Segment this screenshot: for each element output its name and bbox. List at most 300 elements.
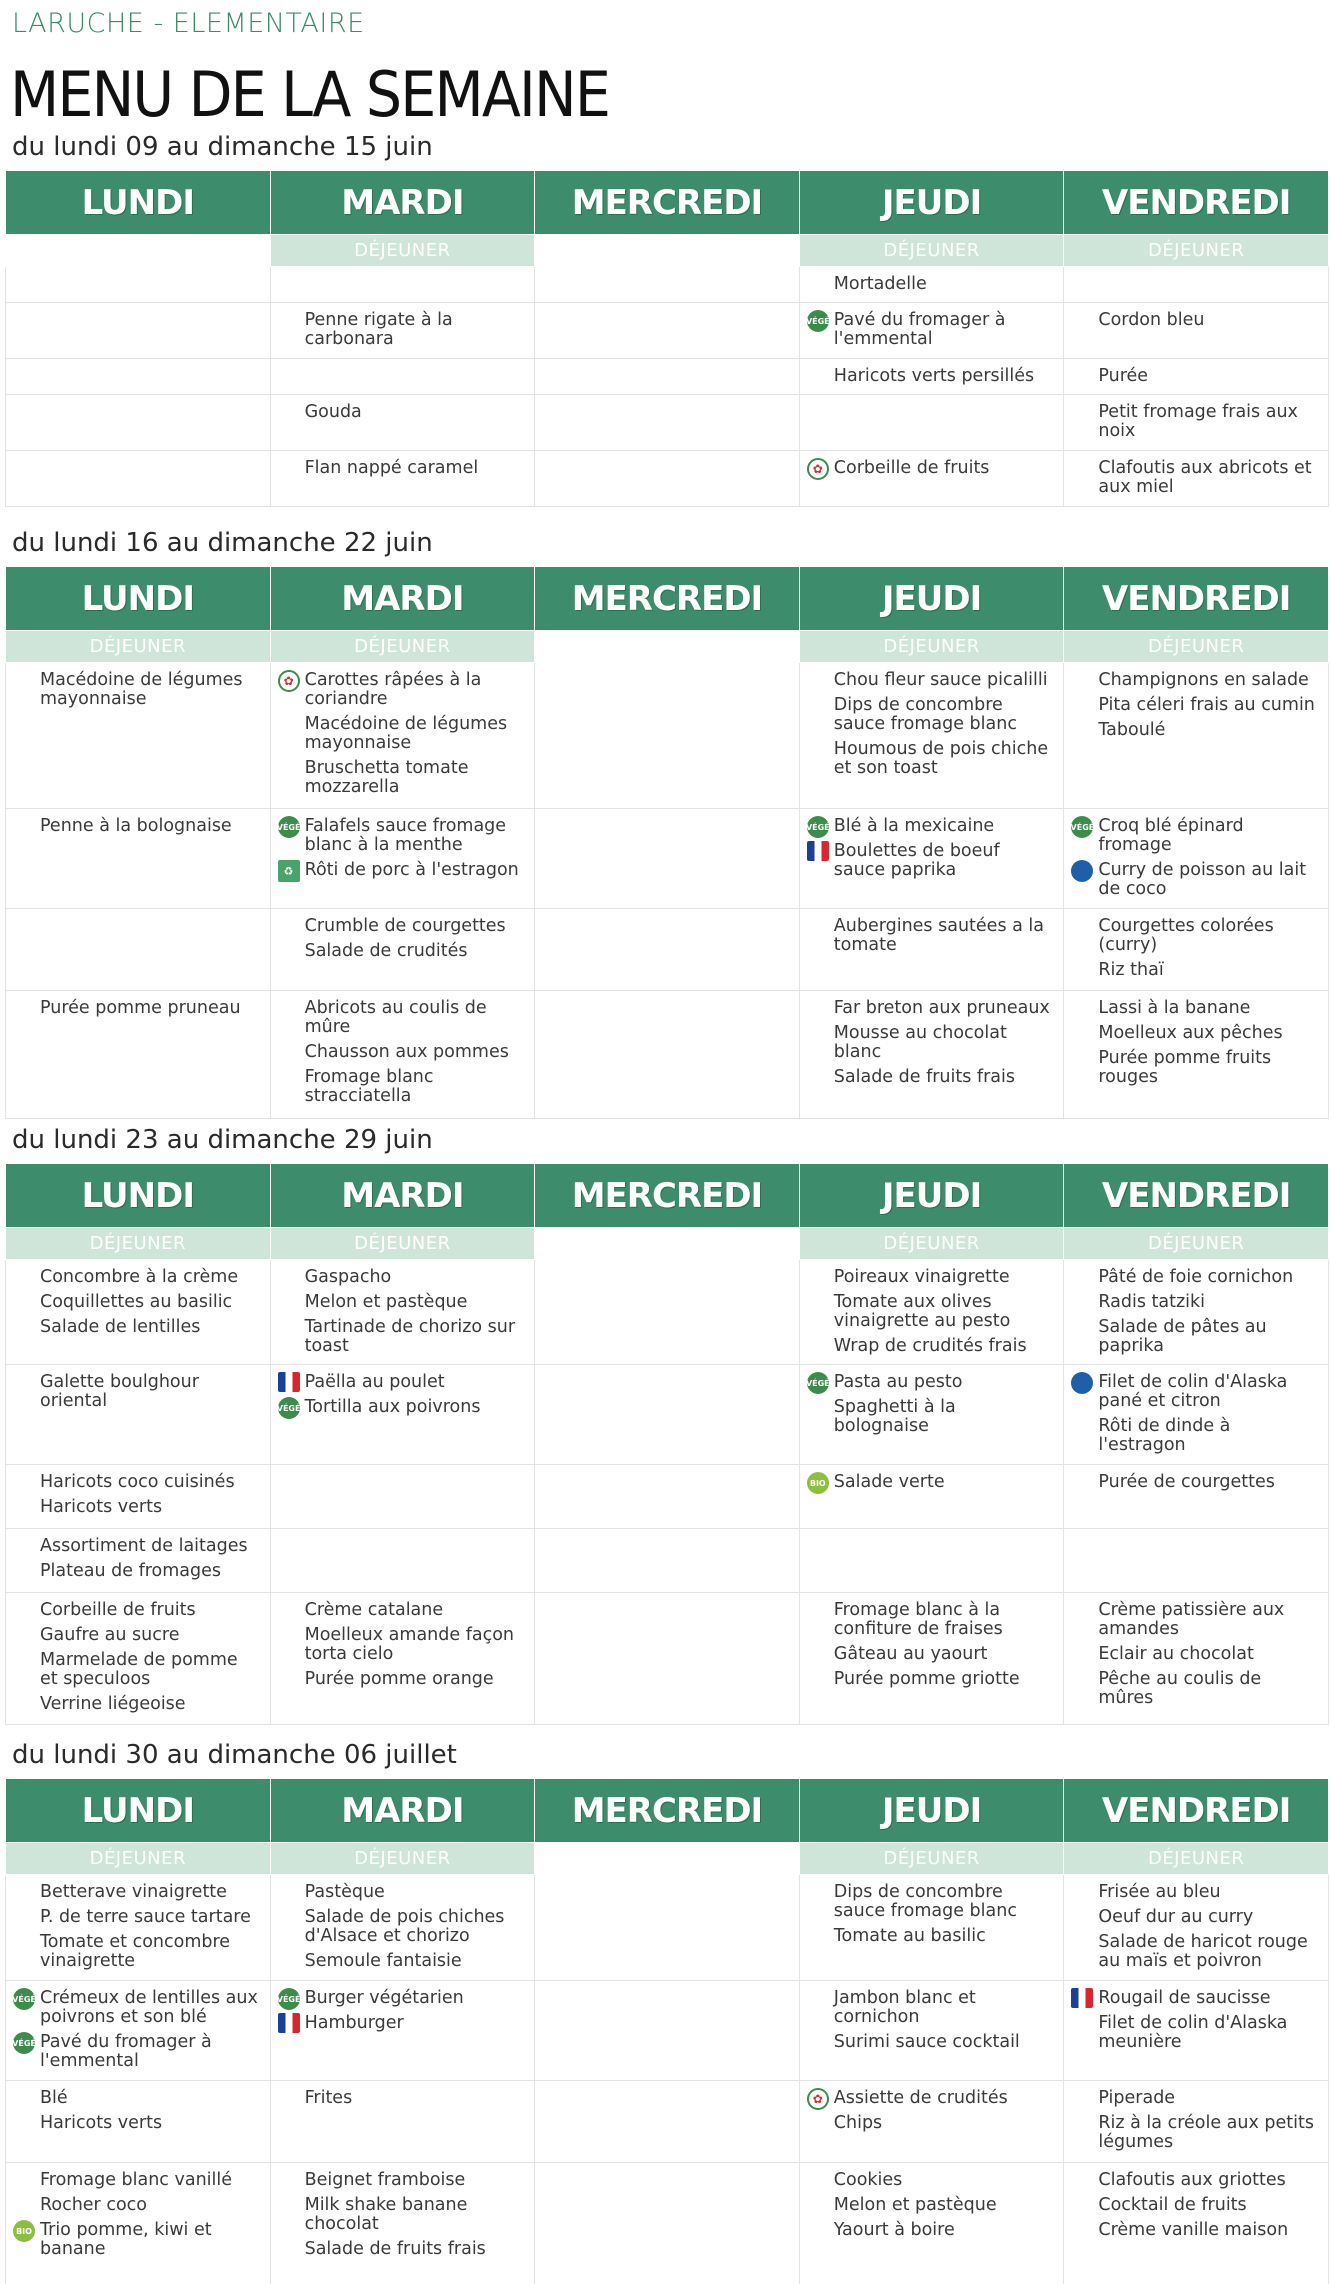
- dish-item: [1098, 671, 1318, 690]
- dish-item: [305, 403, 525, 422]
- french-flag-icon: [1071, 1988, 1093, 2008]
- day-header: [270, 1164, 535, 1228]
- dish-item: [1098, 961, 1318, 980]
- dish-item: [1098, 999, 1318, 1018]
- menu-cell: [270, 1875, 535, 1981]
- menu-cell: [6, 267, 271, 303]
- dish-name: Boulettes de boeuf sauce paprika: [833, 841, 1000, 880]
- course-row: [6, 663, 1329, 809]
- course-row: [6, 359, 1329, 395]
- dish-name: Purée pomme orange: [304, 1669, 494, 1689]
- dish-name: Petit fromage frais aux noix: [1098, 402, 1298, 441]
- dish-item: [834, 1670, 1054, 1689]
- dish-name: Assiette de crudités: [833, 2088, 1008, 2108]
- dish-item: [283, 670, 525, 709]
- dish-item: [1098, 1373, 1318, 1411]
- dish-name: Paëlla au poulet: [304, 1372, 445, 1392]
- dish-name: Tortilla aux poivrons: [304, 1397, 481, 1417]
- dish-name: Courgettes colorées (curry): [1098, 916, 1274, 955]
- day-header: [535, 1164, 800, 1228]
- menu-cell: [799, 451, 1064, 507]
- week-period: du lundi 16 au dimanche 22 juin: [12, 528, 433, 558]
- dish-name: Crumble de courgettes: [304, 916, 506, 936]
- meal-label: DÉJEUNER: [270, 235, 535, 267]
- dish-name: Rôti de dinde à l'estragon: [1098, 1416, 1231, 1455]
- dish-item: [305, 311, 525, 349]
- dish-item: [1098, 1473, 1318, 1492]
- dish-item: [1070, 816, 1318, 855]
- day-header: [535, 171, 800, 235]
- dish-item: [40, 1537, 260, 1556]
- dish-name: Wrap de crudités frais: [833, 1336, 1027, 1356]
- vegetarian-icon: VÉGÉ: [278, 1397, 300, 1419]
- menu-cell: [799, 267, 1064, 303]
- meal-label: DÉJEUNER: [1064, 235, 1329, 267]
- dish-name: Corbeille de fruits: [40, 1600, 196, 1620]
- menu-cell: [799, 359, 1064, 395]
- menu-cell: [6, 1529, 271, 1593]
- dish-item: [40, 1601, 260, 1620]
- menu-cell: [270, 663, 535, 809]
- dish-name: Concombre à la crème: [40, 1267, 239, 1287]
- day-header: [1064, 567, 1329, 631]
- course-row: [6, 909, 1329, 991]
- day-header: [6, 1164, 271, 1228]
- dish-item: [305, 1670, 525, 1689]
- dish-name: Crème patissière aux amandes: [1098, 1600, 1285, 1639]
- dish-item: [834, 2221, 1054, 2240]
- dish-name: Purée pomme fruits rouges: [1098, 1048, 1272, 1087]
- menu-cell: [1064, 395, 1329, 451]
- dish-item: [276, 1988, 525, 2008]
- dish-item: [834, 1883, 1054, 1921]
- dish-item: [305, 2171, 525, 2190]
- vegetarian-icon: VÉGÉ: [807, 310, 829, 332]
- dish-item: [1098, 861, 1318, 899]
- dish-item: [834, 842, 1054, 880]
- meal-label: DÉJEUNER: [799, 235, 1064, 267]
- dish-item: [834, 671, 1054, 690]
- dish-name: Verrine liégeoise: [40, 1694, 186, 1714]
- day-name: JEUDI: [881, 1790, 982, 1831]
- course-row: [6, 451, 1329, 507]
- vegetarian-icon: VÉGÉ: [807, 1372, 829, 1394]
- menu-cell: [535, 1529, 800, 1593]
- dish-item: [40, 2114, 260, 2133]
- dish-item: [1098, 1417, 1318, 1455]
- dish-name: Rocher coco: [40, 2195, 147, 2215]
- dish-item: [1098, 367, 1318, 386]
- dish-item: [40, 1626, 260, 1645]
- dish-name: Tomate au basilic: [833, 1926, 986, 1946]
- menu-cell: [6, 1593, 271, 1725]
- dish-name: Corbeille de fruits: [833, 458, 990, 478]
- menu-cell: [535, 2163, 800, 2284]
- menu-cell: [6, 1260, 271, 1365]
- day-name: MARDI: [341, 1790, 464, 1831]
- meal-label: DÉJEUNER: [1064, 631, 1329, 663]
- day-name: MERCREDI: [571, 578, 763, 619]
- menu-cell: [535, 991, 800, 1119]
- menu-cell: [799, 1529, 1064, 1593]
- dish-item: [834, 1601, 1054, 1639]
- menu-cell: [1064, 663, 1329, 809]
- dish-name: Fromage blanc stracciatella: [304, 1067, 434, 1106]
- dish-name: Tartinade de chorizo sur toast: [304, 1317, 516, 1356]
- dish-item: [834, 1293, 1054, 1331]
- meal-label: DÉJEUNER: [270, 1228, 535, 1260]
- dish-name: Trio pomme, kiwi et banane: [40, 2220, 212, 2259]
- day-name: JEUDI: [881, 1175, 982, 1216]
- dish-name: Crème vanille maison: [1098, 2220, 1289, 2240]
- dish-name: Betterave vinaigrette: [40, 1882, 227, 1902]
- day-header-row: [6, 171, 1329, 235]
- dish-name: Piperade: [1098, 2088, 1176, 2108]
- meal-row: [6, 631, 1329, 663]
- dish-item: [305, 1601, 525, 1620]
- menu-cell: [1064, 2163, 1329, 2284]
- vegetarian-icon: VÉGÉ: [278, 1988, 300, 2010]
- day-header: [1064, 1164, 1329, 1228]
- menu-cell: [1064, 809, 1329, 909]
- dish-item: [305, 459, 525, 478]
- dish-name: Filet de colin d'Alaska meunière: [1098, 2013, 1288, 2052]
- dish-name: Crème catalane: [304, 1600, 444, 1620]
- day-name: MARDI: [341, 578, 464, 619]
- page-title: MENU DE LA SEMAINE: [10, 58, 610, 131]
- meal-label: [6, 235, 271, 267]
- dish-name: Blé à la mexicaine: [833, 816, 995, 836]
- week-period: du lundi 30 au dimanche 06 juillet: [12, 1740, 457, 1770]
- day-name: MARDI: [341, 1175, 464, 1216]
- day-name: VENDREDI: [1101, 182, 1291, 223]
- dish-item: [834, 2033, 1054, 2052]
- dish-item: [809, 1472, 1054, 1492]
- organic-icon: BIO: [807, 1472, 829, 1494]
- menu-cell: [6, 991, 271, 1119]
- dish-name: Galette boulghour oriental: [40, 1372, 199, 1411]
- menu-cell: [6, 1465, 271, 1529]
- course-row: [6, 1529, 1329, 1593]
- dish-name: Blé: [40, 2088, 68, 2108]
- dish-item: [305, 715, 525, 753]
- dish-name: Taboulé: [1098, 720, 1166, 740]
- course-row: [6, 809, 1329, 909]
- dish-item: [1098, 403, 1318, 441]
- menu-cell: [6, 303, 271, 359]
- menu-cell: [1064, 451, 1329, 507]
- dish-name: Penne à la bolognaise: [40, 816, 232, 836]
- dish-name: Purée pomme pruneau: [40, 998, 241, 1018]
- dish-name: Mortadelle: [833, 274, 927, 294]
- dish-name: Gouda: [304, 402, 362, 422]
- dish-item: [834, 2114, 1054, 2133]
- day-name: LUNDI: [81, 182, 194, 223]
- day-name: VENDREDI: [1101, 1175, 1291, 1216]
- menu-cell: [6, 909, 271, 991]
- dish-name: Oeuf dur au curry: [1098, 1907, 1254, 1927]
- day-header: [1064, 171, 1329, 235]
- dish-name: Pavé du fromager à l'emmental: [833, 310, 1006, 349]
- menu-cell: [799, 663, 1064, 809]
- dish-item: [834, 1927, 1054, 1946]
- meal-row: [6, 1843, 1329, 1875]
- dish-name: Rôti de porc à l'estragon: [304, 860, 519, 880]
- menu-cell: [270, 2081, 535, 2163]
- dish-name: Coquillettes au basilic: [40, 1292, 233, 1312]
- dish-name: Melon et pastèque: [833, 2195, 997, 2215]
- course-row: [6, 1593, 1329, 1725]
- dish-name: Salade verte: [833, 1472, 945, 1492]
- meal-label: DÉJEUNER: [1064, 1843, 1329, 1875]
- dish-name: Aubergines sautées a la tomate: [833, 916, 1044, 955]
- menu-cell: [535, 303, 800, 359]
- dish-name: Moelleux amande façon torta cielo: [304, 1625, 514, 1664]
- dish-item: [1098, 721, 1318, 740]
- school-name: LARUCHE - ELEMENTAIRE: [12, 8, 365, 39]
- day-name: LUNDI: [81, 578, 194, 619]
- menu-cell: [535, 663, 800, 809]
- dish-name: Surimi sauce cocktail: [833, 2032, 1020, 2052]
- meal-row: [6, 1228, 1329, 1260]
- dish-name: Milk shake banane chocolat: [304, 2195, 468, 2234]
- dish-name: Radis tatziki: [1098, 1292, 1206, 1312]
- menu-cell: [6, 2081, 271, 2163]
- dish-name: Jambon blanc et cornichon: [833, 1988, 976, 2027]
- day-header: [270, 171, 535, 235]
- day-name: JEUDI: [881, 182, 982, 223]
- week-period: du lundi 23 au dimanche 29 juin: [12, 1125, 433, 1155]
- menu-cell: [270, 1593, 535, 1725]
- meal-label: [535, 1228, 800, 1260]
- menu-cell: [270, 1465, 535, 1529]
- menu-cell: [1064, 303, 1329, 359]
- fruit-basket-icon: ✿: [807, 458, 829, 480]
- menu-cell: [270, 809, 535, 909]
- dish-name: Fromage blanc vanillé: [40, 2170, 233, 2190]
- menu-cell: [535, 909, 800, 991]
- dish-name: Salade de haricot rouge au maïs et poivron: [1098, 1932, 1308, 1971]
- dish-item: [834, 696, 1054, 734]
- day-header: [535, 567, 800, 631]
- dish-item: [40, 2171, 260, 2190]
- dish-name: Dips de concombre sauce fromage blanc: [833, 1882, 1017, 1921]
- menu-cell: [6, 395, 271, 451]
- dish-name: Riz thaï: [1098, 960, 1164, 980]
- menu-cell: [1064, 2081, 1329, 2163]
- dish-item: [276, 1397, 525, 1417]
- course-row: [6, 267, 1329, 303]
- menu-cell: [270, 1981, 535, 2081]
- day-name: MARDI: [341, 182, 464, 223]
- menu-cell: [1064, 1365, 1329, 1465]
- dish-name: Yaourt à boire: [833, 2220, 955, 2240]
- dish-item: [1098, 1908, 1318, 1927]
- dish-item: [805, 816, 1054, 836]
- dish-item: [12, 2032, 260, 2071]
- dish-name: Cookies: [833, 2170, 903, 2190]
- dish-name: Pêche au coulis de mûres: [1098, 1669, 1262, 1708]
- course-row: [6, 1875, 1329, 1981]
- meal-row: [6, 235, 1329, 267]
- course-row: [6, 303, 1329, 359]
- dish-item: [1098, 2221, 1318, 2240]
- dish-item: [305, 1293, 525, 1312]
- day-header: [799, 1779, 1064, 1843]
- dish-item: [834, 1398, 1054, 1436]
- meal-label: DÉJEUNER: [6, 1228, 271, 1260]
- dish-item: [40, 2089, 260, 2108]
- menu-cell: [535, 1593, 800, 1725]
- dish-name: Falafels sauce fromage blanc à la menthe: [304, 816, 507, 855]
- menu-cell: [270, 395, 535, 451]
- menu-cell: [270, 451, 535, 507]
- course-row: [6, 2081, 1329, 2163]
- dish-item: [40, 1473, 260, 1492]
- menu-cell: [535, 451, 800, 507]
- dish-item: [834, 2196, 1054, 2215]
- dish-item: [834, 1989, 1054, 2027]
- dish-name: Purée: [1098, 366, 1149, 386]
- dish-name: Penne rigate à la carbonara: [304, 310, 453, 349]
- dish-name: Hamburger: [304, 2013, 404, 2033]
- menu-cell: [535, 359, 800, 395]
- dish-item: [834, 1268, 1054, 1287]
- dish-name: Frisée au bleu: [1098, 1882, 1221, 1902]
- dish-name: Champignons en salade: [1098, 670, 1309, 690]
- menu-cell: [1064, 909, 1329, 991]
- dish-name: Salade de pâtes au paprika: [1098, 1317, 1267, 1356]
- dish-name: Lassi à la banane: [1098, 998, 1251, 1018]
- menu-cell: [1064, 1529, 1329, 1593]
- dish-name: Eclair au chocolat: [1098, 1644, 1254, 1664]
- dish-item: [1098, 1989, 1318, 2008]
- dish-item: [1098, 2089, 1318, 2108]
- menu-cell: [6, 663, 271, 809]
- dish-item: [1098, 1601, 1318, 1639]
- dish-name: Dips de concombre sauce fromage blanc: [833, 695, 1017, 734]
- dish-item: [305, 2014, 525, 2033]
- dish-item: [1098, 2114, 1318, 2152]
- dish-name: Semoule fantaisie: [304, 1951, 462, 1971]
- dish-item: [834, 999, 1054, 1018]
- menu-cell: [799, 1365, 1064, 1465]
- dish-item: [1098, 696, 1318, 715]
- french-flag-icon: [807, 841, 829, 861]
- dish-name: Fromage blanc à la confiture de fraises: [833, 1600, 1003, 1639]
- dish-item: [40, 1318, 260, 1337]
- dish-item: [1098, 1024, 1318, 1043]
- dish-name: Pasta au pesto: [833, 1372, 963, 1392]
- day-name: MERCREDI: [571, 1175, 763, 1216]
- dish-name: Salade de fruits frais: [833, 1067, 1015, 1087]
- fish-label-icon: [1071, 860, 1093, 882]
- day-header: [1064, 1779, 1329, 1843]
- day-header: [270, 567, 535, 631]
- menu-cell: [1064, 359, 1329, 395]
- dish-name: Cocktail de fruits: [1098, 2195, 1247, 2215]
- menu-cell: [799, 1593, 1064, 1725]
- menu-cell: [1064, 991, 1329, 1119]
- menu-cell: [6, 2163, 271, 2284]
- course-row: [6, 395, 1329, 451]
- dish-item: [1098, 1933, 1318, 1971]
- dish-item: [40, 817, 260, 836]
- dish-item: [305, 2240, 525, 2259]
- dish-name: Assortiment de laitages: [40, 1536, 248, 1556]
- menu-cell: [1064, 1981, 1329, 2081]
- week-menu-table: [5, 1778, 1329, 2284]
- menu-cell: [799, 1260, 1064, 1365]
- dish-name: Salade de lentilles: [40, 1317, 201, 1337]
- dish-item: [40, 1933, 260, 1971]
- day-name: VENDREDI: [1101, 1790, 1291, 1831]
- meal-label: [535, 631, 800, 663]
- dish-name: Crémeux de lentilles aux poivrons et son blé: [40, 1988, 258, 2027]
- menu-cell: [270, 2163, 535, 2284]
- dish-item: [305, 1952, 525, 1971]
- dish-item: [40, 1498, 260, 1517]
- course-row: [6, 1365, 1329, 1465]
- dish-item: [40, 671, 260, 709]
- menu-cell: [535, 809, 800, 909]
- menu-cell: [6, 359, 271, 395]
- menu-cell: [270, 991, 535, 1119]
- meal-label: DÉJEUNER: [799, 631, 1064, 663]
- menu-cell: [799, 2163, 1064, 2284]
- dish-name: Haricots verts: [40, 1497, 163, 1517]
- dish-item: [283, 860, 525, 880]
- menu-cell: [270, 267, 535, 303]
- meal-label: DÉJEUNER: [270, 1843, 535, 1875]
- menu-cell: [6, 1365, 271, 1465]
- menu-cell: [270, 909, 535, 991]
- meal-label: DÉJEUNER: [6, 631, 271, 663]
- dish-name: Mousse au chocolat blanc: [833, 1023, 1007, 1062]
- menu-cell: [799, 1875, 1064, 1981]
- menu-cell: [1064, 1593, 1329, 1725]
- dish-item: [805, 1372, 1054, 1392]
- dish-item: [834, 2171, 1054, 2190]
- day-name: JEUDI: [881, 578, 982, 619]
- dish-name: Beignet framboise: [304, 2170, 466, 2190]
- dish-item: [276, 816, 525, 855]
- dish-item: [40, 1883, 260, 1902]
- menu-cell: [270, 359, 535, 395]
- dish-name: Tomate et concombre vinaigrette: [40, 1932, 231, 1971]
- dish-name: Haricots coco cuisinés: [40, 1472, 235, 1492]
- menu-cell: [799, 809, 1064, 909]
- day-header: [535, 1779, 800, 1843]
- menu-cell: [6, 809, 271, 909]
- vegetarian-icon: VÉGÉ: [807, 816, 829, 838]
- dish-name: Cordon bleu: [1098, 310, 1205, 330]
- menu-cell: [799, 1981, 1064, 2081]
- fruit-basket-icon: ✿: [278, 670, 300, 692]
- dish-name: Tomate aux olives vinaigrette au pesto: [833, 1292, 1011, 1331]
- dish-name: Gaufre au sucre: [40, 1625, 180, 1645]
- menu-cell: [270, 303, 535, 359]
- dish-item: [40, 1908, 260, 1927]
- course-row: [6, 1260, 1329, 1365]
- menu-cell: [799, 303, 1064, 359]
- dish-name: Spaghetti à la bolognaise: [833, 1397, 956, 1436]
- dish-name: Gaspacho: [304, 1267, 392, 1287]
- dish-item: [305, 1908, 525, 1946]
- course-row: [6, 1981, 1329, 2081]
- eco-label-icon: ♻: [278, 860, 300, 882]
- dish-item: [834, 275, 1054, 294]
